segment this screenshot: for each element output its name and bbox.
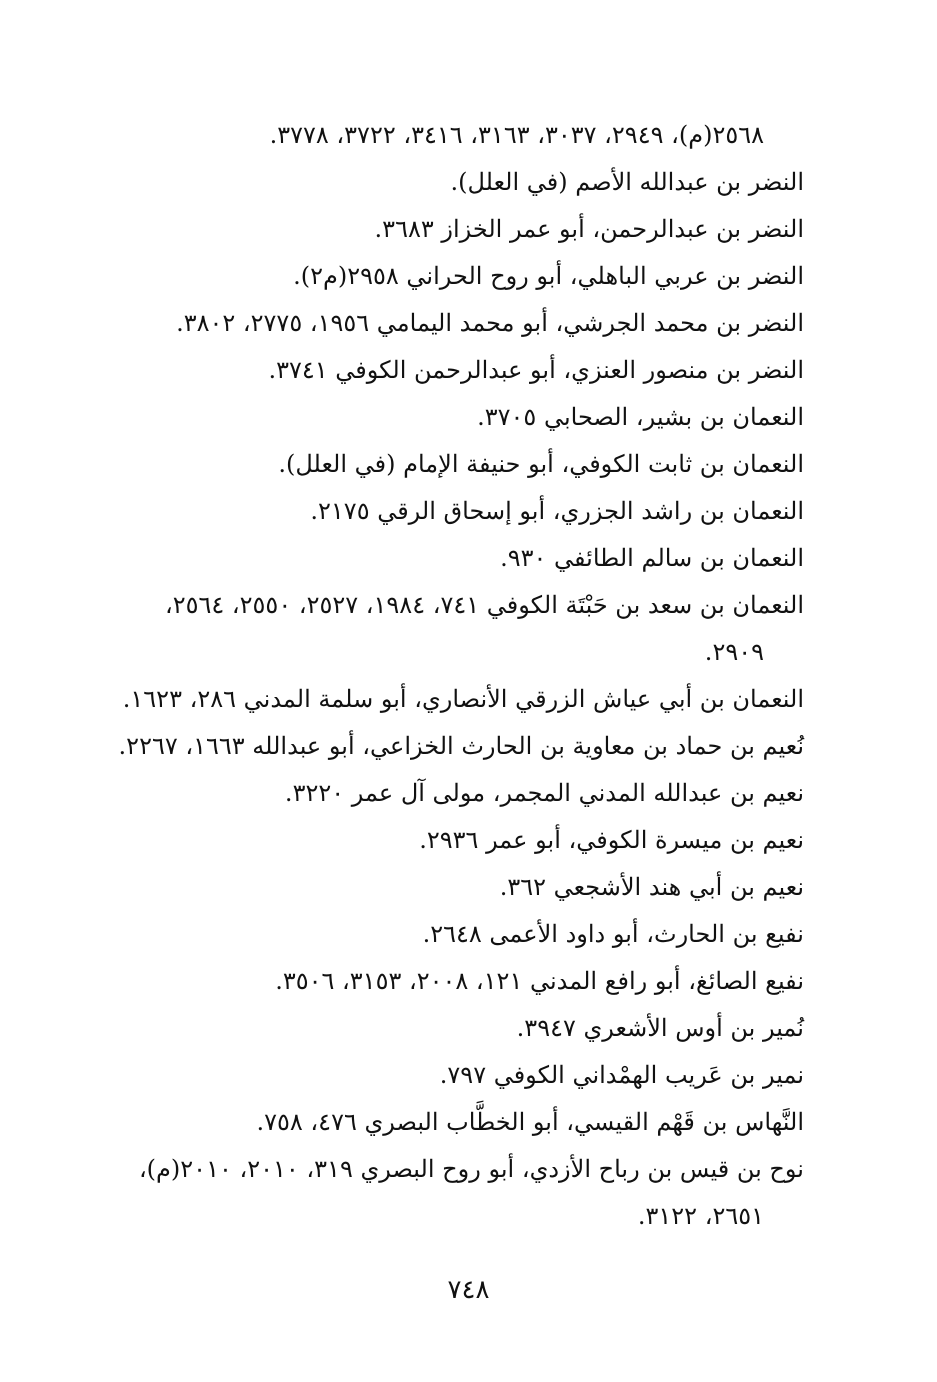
index-entry: نمير بن عَريب الهمْداني الكوفي ٧٩٧. — [439, 1061, 804, 1089]
index-entry: النعمان بن أبي عياش الزرقي الأنصاري، أبو سلمة المدني ٢٨٦، ١٦٢٣. — [122, 685, 804, 713]
index-entry: نعيم بن ميسرة الكوفي، أبو عمر ٢٩٣٦. — [419, 826, 804, 854]
index-entry: نفيع الصائغ، أبو رافع المدني ١٢١، ٢٠٠٨، ٣١٥٣، ٣٥٠٦. — [275, 967, 804, 995]
index-entry: نعيم بن عبدالله المدني المجمر، مولى آل عمر ٣٢٢٠. — [284, 779, 804, 807]
index-entry: نوح بن قيس بن رباح الأزدي، أبو روح البصري ٣١٩، ٢٠١٠، ٢٠١٠(م)، ٢٦٥١، ٣١٢٢. — [138, 1155, 804, 1230]
index-entry: ٢٥٦٨(م)، ٢٩٤٩، ٣٠٣٧، ٣١٦٣، ٣٤١٦، ٣٧٢٢، ٣٧٧٨. — [269, 121, 764, 149]
index-entry: النضر بن محمد الجرشي، أبو محمد اليمامي ١٩٥٦، ٢٧٧٥، ٣٨٠٢. — [176, 309, 804, 337]
index-entry: النضر بن عربي الباهلي، أبو روح الحراني ٢٩٥٨(م٢). — [293, 262, 804, 290]
index-entry: النعمان بن سعد بن حَبْتَة الكوفي ٧٤١، ١٩٨٤، ٢٥٢٧، ٢٥٥٠، ٢٥٦٤، ٢٩٠٩. — [164, 591, 804, 666]
index-entries — [100, 112, 804, 1240]
index-entry: النعمان بن ثابت الكوفي، أبو حنيفة الإمام (في العلل). — [278, 450, 804, 478]
index-entry: نُمير بن أوس الأشعري ٣٩٤٧. — [516, 1014, 804, 1042]
index-entry: النضر بن عبدالرحمن، أبو عمر الخزاز ٣٦٨٣. — [374, 215, 804, 243]
index-entry: النعمان بن بشير، الصحابي ٣٧٠٥. — [477, 403, 804, 431]
index-entry: نعيم بن أبي هند الأشجعي ٣٦٢. — [499, 873, 804, 901]
index-entry: نُعيم بن حماد بن معاوية بن الحارث الخزاعي، أبو عبدالله ١٦٦٣، ٢٢٦٧. — [118, 732, 804, 760]
index-entry: النضر بن منصور العنزي، أبو عبدالرحمن الكوفي ٣٧٤١. — [268, 356, 804, 384]
index-entry: نفيع بن الحارث، أبو داود الأعمى ٢٦٤٨. — [422, 920, 804, 948]
index-entry: النضر بن عبدالله الأصم (في العلل). — [450, 168, 804, 196]
index-entry: النعمان بن راشد الجزري، أبو إسحاق الرقي ٢١٧٥. — [310, 497, 804, 525]
index-entry: النعمان بن سالم الطائفي ٩٣٠. — [500, 544, 804, 572]
page-number: ٧٤٨ — [447, 1275, 490, 1305]
index-entry: النَّهاس بن قَهْم القيسي، أبو الخطَّاب البصري ٤٧٦، ٧٥٨. — [256, 1108, 804, 1136]
